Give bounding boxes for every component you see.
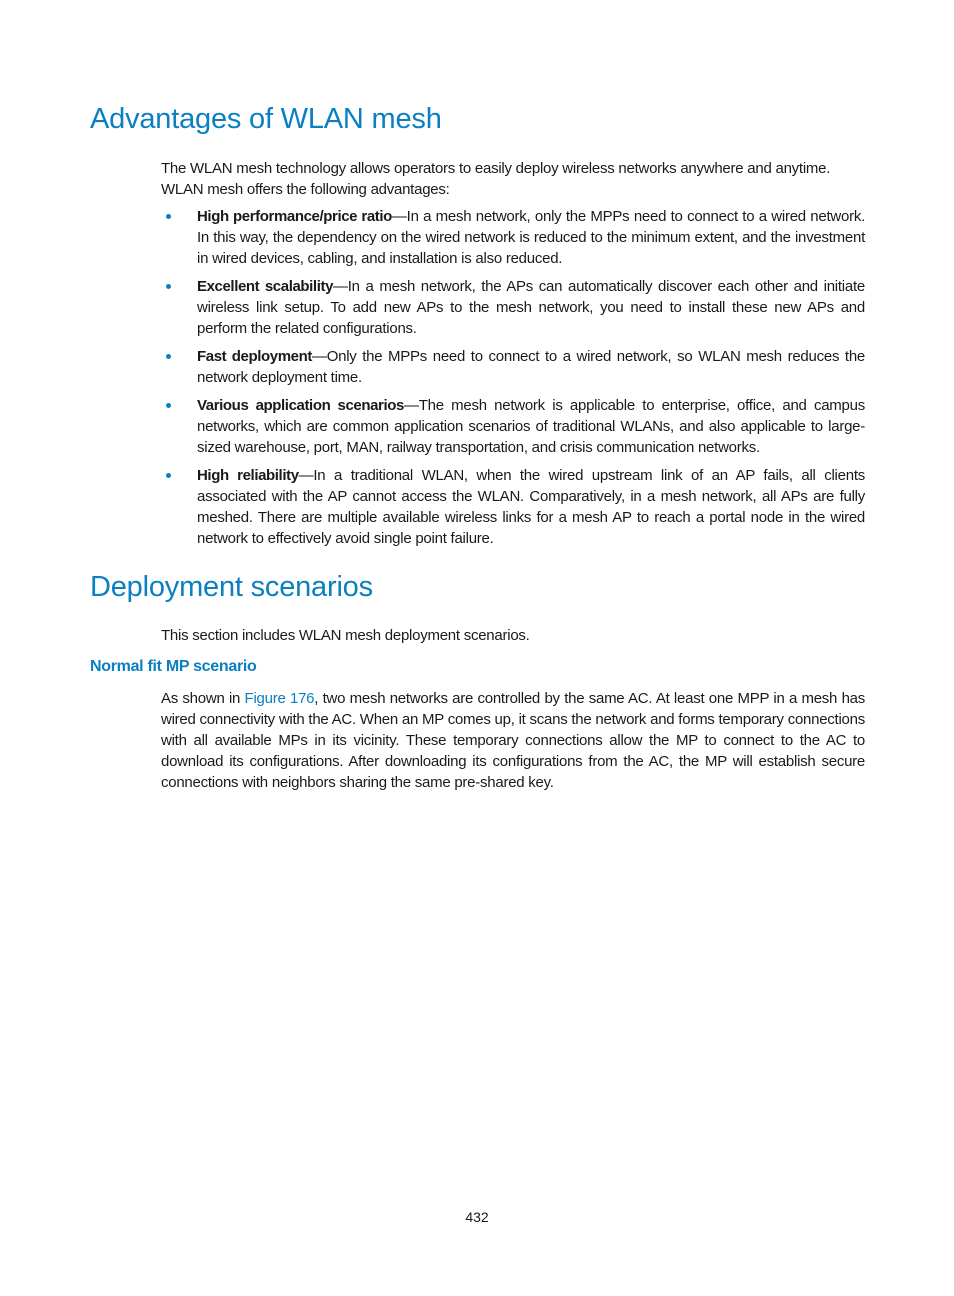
list-item [161,206,865,269]
advantages-list [161,206,865,556]
list-item [161,395,865,458]
advantage-description: —In a mesh network, the APs can automatically discover each other and initiate wireless link setup. To add new APs to the mesh network, you need to install these new APs and perform the related configurations. [197,278,865,337]
advantage-description: —In a traditional WLAN, when the wired upstream link of an AP fails, all clients associated with the AP cannot access the WLAN. Comparatively, in a mesh network, all APs are fully meshed. There are multiple available wireless links for a mesh AP to reach a portal node in the wired network to effectively avoid single point failure. [197,467,865,547]
list-item [161,465,865,549]
list-item [161,346,865,388]
figure-176-link[interactable]: Figure 176 [244,690,315,707]
subheading-normal-fit-mp: Normal fit MP scenario [90,658,257,675]
paragraph-text-rest: , two mesh networks are controlled by the same AC. At least one MPP in a mesh has wired connectivity with the AC. When an MP comes up, it scans the network and forms temporary connections with all available MPs in its vicinity. These temporary connections allow the MP to connect to the AC to download its configurations. After downloading its configurations from the AC, the MP will establish secure connections with neighbors sharing the same pre-shared key. [161,690,866,791]
advantage-description: —Only the MPPs need to connect to a wired network, so WLAN mesh reduces the network deployment time. [197,348,866,386]
advantage-description: —The mesh network is applicable to enterprise, office, and campus networks, which are common application scenarios of traditional WLANs, and also applicable to large-sized warehouse, port, MAN, railway transportation, and crisis communication networks. [197,397,865,456]
advantage-term: Excellent scalability [197,278,334,295]
paragraph-text-lead: As shown in [161,690,245,707]
advantage-description: —In a mesh network, only the MPPs need to connect to a wired network. In this way, the dependency on the wired network is reduced to the minimum extent, and the investment in wired devices, cabling, and installation is also reduced. [197,208,866,267]
advantage-term: Fast deployment [197,348,312,365]
section-heading-advantages: Advantages of WLAN mesh [90,103,442,135]
normal-fit-paragraph [161,688,865,793]
bullet-icon [166,403,171,408]
advantages-intro-paragraph: The WLAN mesh technology allows operators to easily deploy wireless networks anywhere and anytime. WLAN mesh offers the following advantages: [161,160,831,198]
deployment-intro-paragraph: This section includes WLAN mesh deployment scenarios. [161,627,530,644]
page-number: 432 [465,1209,489,1225]
advantage-term: High performance/price ratio [197,208,392,225]
bullet-icon [166,354,171,359]
list-item [161,276,865,339]
advantage-term: High reliability [197,467,299,484]
advantage-term: Various application scenarios [197,397,404,414]
section-heading-deployment: Deployment scenarios [90,571,373,603]
bullet-icon [166,284,171,289]
bullet-icon [166,214,171,219]
bullet-icon [166,473,171,478]
